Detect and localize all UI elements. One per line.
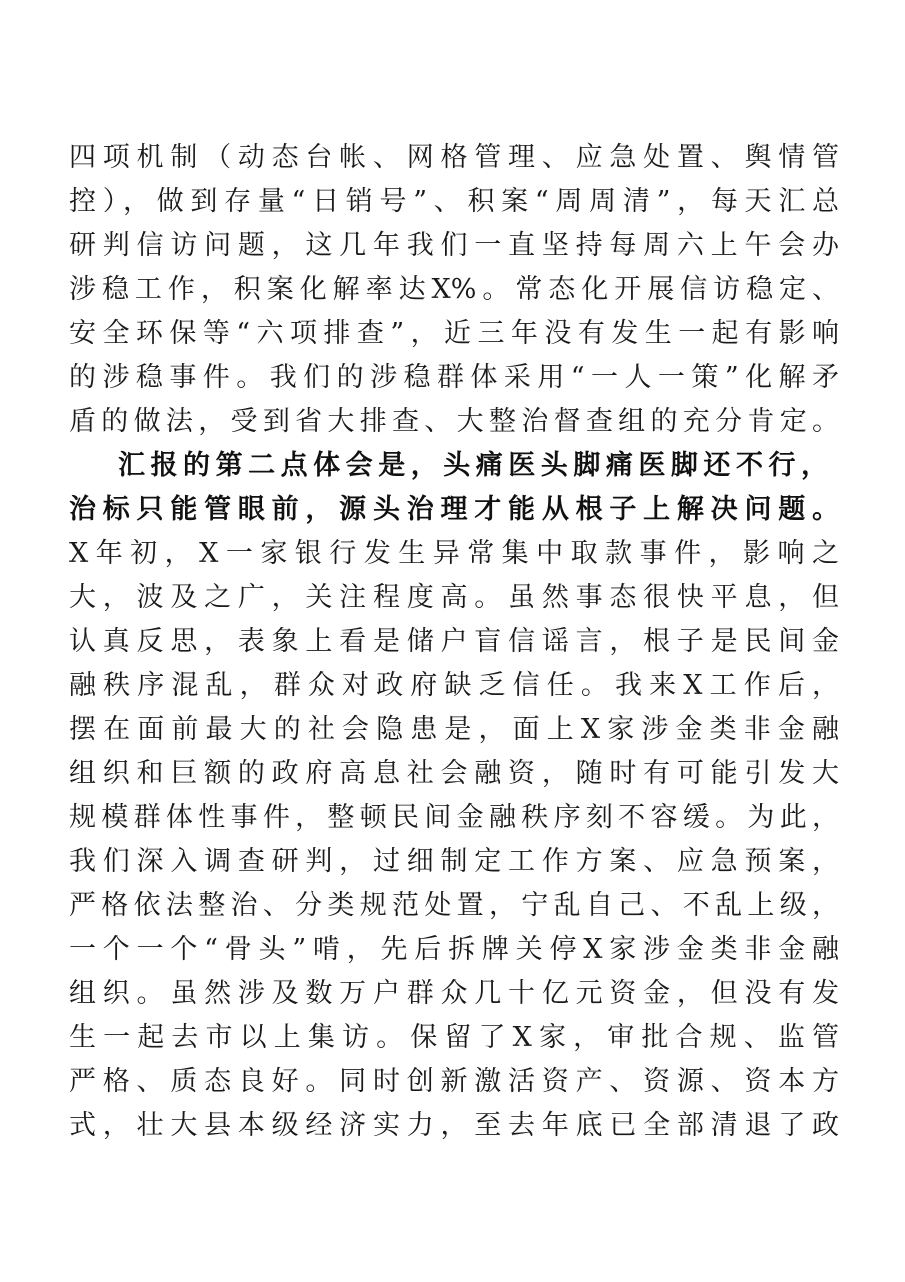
paragraph-line: 生一起去市以上集访。保留了X家，审批合规、监管 xyxy=(69,1022,839,1053)
paragraph-line: 规模群体性事件，整顿民间金融秩序刻不容缓。为此， xyxy=(69,802,839,833)
paragraph-line: 的涉稳事件。我们的涉稳群体采用“一人一策”化解矛 xyxy=(69,362,839,393)
paragraph-line: 摆在面前最大的社会隐患是，面上X家涉金类非金融 xyxy=(69,714,839,745)
paragraph-line: 严格依法整治、分类规范处置，宁乱自己、不乱上级， xyxy=(69,890,839,921)
paragraph-line: X年初，X一家银行发生异常集中取款事件，影响之 xyxy=(69,538,839,569)
paragraph-line: 融秩序混乱，群众对政府缺乏信任。我来X工作后， xyxy=(69,670,839,701)
paragraph-line: 盾的做法，受到省大排查、大整治督查组的充分肯定。 xyxy=(69,406,839,437)
heading-line: 治标只能管眼前，源头治理才能从根子上解决问题。 xyxy=(69,494,839,525)
paragraph-line: 研判信访问题，这几年我们一直坚持每周六上午会办 xyxy=(69,230,839,261)
paragraph-line: 严格、质态良好。同时创新激活资产、资源、资本方 xyxy=(69,1066,839,1097)
paragraph-line: 涉稳工作，积案化解率达X%。常态化开展信访稳定、 xyxy=(69,274,839,305)
paragraph-line: 式，壮大县本级经济实力，至去年底已全部清退了政 xyxy=(69,1110,839,1141)
paragraph-line: 四项机制（动态台帐、网格管理、应急处置、舆情管 xyxy=(69,142,839,173)
paragraph-line: 大，波及之广，关注程度高。虽然事态很快平息，但 xyxy=(69,582,839,613)
paragraph-line: 安全环保等“六项排查”，近三年没有发生一起有影响 xyxy=(69,318,839,349)
paragraph-line: 认真反思，表象上看是储户盲信谣言，根子是民间金 xyxy=(69,626,839,657)
heading-line: 汇报的第二点体会是，头痛医头脚痛医脚还不行， xyxy=(118,450,828,481)
paragraph-line: 组织和巨额的政府高息社会融资，随时有可能引发大 xyxy=(69,758,839,789)
paragraph-line: 组织。虽然涉及数万户群众几十亿元资金，但没有发 xyxy=(69,978,839,1009)
paragraph-line: 控），做到存量“日销号”、积案“周周清”，每天汇总 xyxy=(69,186,839,217)
paragraph-line: 我们深入调查研判，过细制定工作方案、应急预案， xyxy=(69,846,839,877)
paragraph-line: 一个一个“骨头”啃，先后拆牌关停X家涉金类非金融 xyxy=(69,934,839,965)
